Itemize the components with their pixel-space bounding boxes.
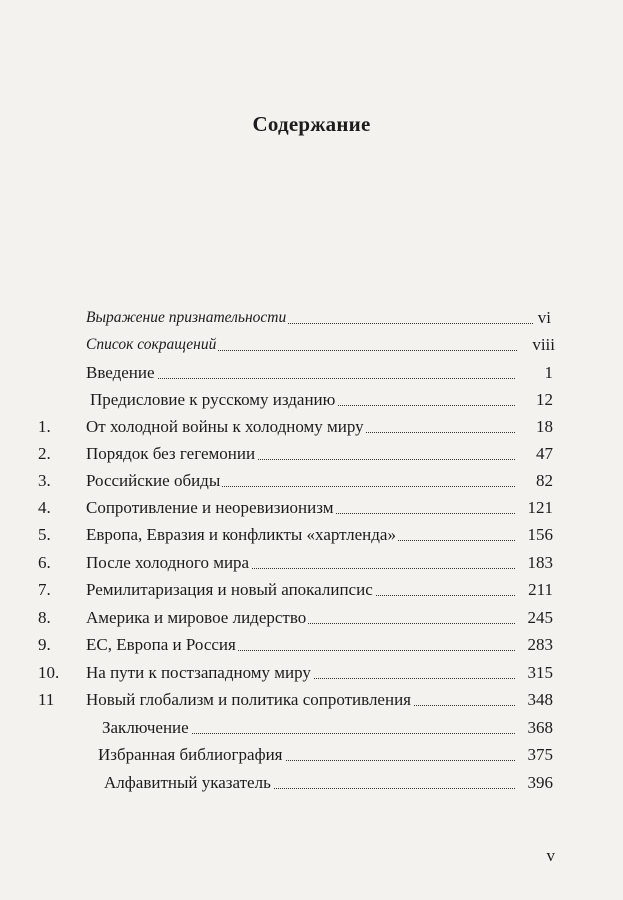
chapter-number: 9. <box>38 635 51 654</box>
chapter-number: 11 <box>38 690 55 709</box>
toc-entry-chapter-2[interactable] <box>0 442 623 466</box>
toc-entry-label: После холодного мира <box>86 551 251 575</box>
toc-entry-chapter-7[interactable] <box>0 578 623 602</box>
chapter-number: 10. <box>38 663 60 682</box>
toc-entry-page: 348 <box>527 690 553 709</box>
toc-entry-label: Порядок без гегемонии <box>86 442 257 466</box>
chapter-number: 3. <box>38 471 51 490</box>
chapter-number: 8. <box>38 608 51 627</box>
toc-entry-page: 315 <box>527 663 553 682</box>
toc-entry-introduction[interactable] <box>0 361 623 385</box>
chapter-number: 6. <box>38 553 51 572</box>
toc-entry-chapter-4[interactable] <box>0 496 623 520</box>
toc-entry-page: vi <box>537 308 551 327</box>
toc-entry-chapter-9[interactable] <box>0 633 623 657</box>
toc-entry-chapter-10[interactable] <box>0 661 623 685</box>
toc-entry-label: Список сокращений <box>86 333 218 357</box>
toc-entry-preface[interactable] <box>0 388 623 412</box>
toc-entry-page: 82 <box>536 471 553 490</box>
toc-entry-page: 396 <box>527 773 553 792</box>
toc-entry-label: От холодной войны к холодному миру <box>86 415 366 439</box>
toc-entry-label: Заключение <box>102 716 191 740</box>
toc-entry-label: Америка и мировое лидерство <box>86 606 308 630</box>
page-title: Содержание <box>252 112 371 136</box>
toc-entry-chapter-11[interactable] <box>0 688 623 712</box>
toc-entry-chapter-8[interactable] <box>0 606 623 630</box>
toc-entry-page: 121 <box>527 498 553 517</box>
toc-entry-page: 12 <box>536 390 553 409</box>
toc-entry-page: 18 <box>536 417 553 436</box>
toc-entry-page: 283 <box>527 635 553 654</box>
toc-entry-page: 245 <box>527 608 553 627</box>
toc-entry-label: Избранная библиография <box>98 743 285 767</box>
toc-entry-page: 368 <box>527 718 553 737</box>
toc-entry-label: ЕС, Европа и Россия <box>86 633 238 657</box>
dot-leader <box>100 378 515 379</box>
chapter-number: 7. <box>38 580 51 599</box>
toc-entry-acknowledgements[interactable] <box>0 306 623 330</box>
toc-entry-page: 47 <box>536 444 553 463</box>
toc-entry-label: Российские обиды <box>86 469 222 493</box>
toc-entry-chapter-1[interactable] <box>0 415 623 439</box>
toc-entry-label: Выражение признательности <box>86 306 288 330</box>
toc-entry-chapter-5[interactable] <box>0 523 623 547</box>
toc-entry-label: Ремилитаризация и новый апокалипсис <box>86 578 375 602</box>
toc-entry-page: 1 <box>544 363 553 382</box>
toc-entry-label: Европа, Евразия и конфликты «хартленда» <box>86 523 398 547</box>
toc-entry-label: Предисловие к русскому изданию <box>90 388 337 412</box>
toc-entry-chapter-3[interactable] <box>0 469 623 493</box>
toc-entry-page: viii <box>532 335 555 354</box>
toc-entry-page: 183 <box>527 553 553 572</box>
toc-entry-label: Новый глобализм и политика сопротивления <box>86 688 413 712</box>
toc-entry-chapter-6[interactable] <box>0 551 623 575</box>
toc-entry-page: 156 <box>527 525 553 544</box>
toc-entry-conclusion[interactable] <box>0 716 623 740</box>
toc-entry-label: Введение <box>86 361 157 385</box>
toc-entry-abbreviations[interactable] <box>0 333 623 357</box>
page-number: v <box>546 846 555 865</box>
chapter-number: 1. <box>38 417 51 436</box>
toc-entry-label: Сопротивление и неоревизионизм <box>86 496 335 520</box>
chapter-number: 5. <box>38 525 51 544</box>
toc-entry-page: 211 <box>528 580 553 599</box>
chapter-number: 4. <box>38 498 51 517</box>
toc-entry-bibliography[interactable] <box>0 743 623 767</box>
chapter-number: 2. <box>38 444 51 463</box>
toc-entry-label: Алфавитный указатель <box>104 771 273 795</box>
toc-entry-index[interactable] <box>0 771 623 795</box>
toc-entry-page: 375 <box>527 745 553 764</box>
toc-entry-label: На пути к постзападному миру <box>86 661 313 685</box>
